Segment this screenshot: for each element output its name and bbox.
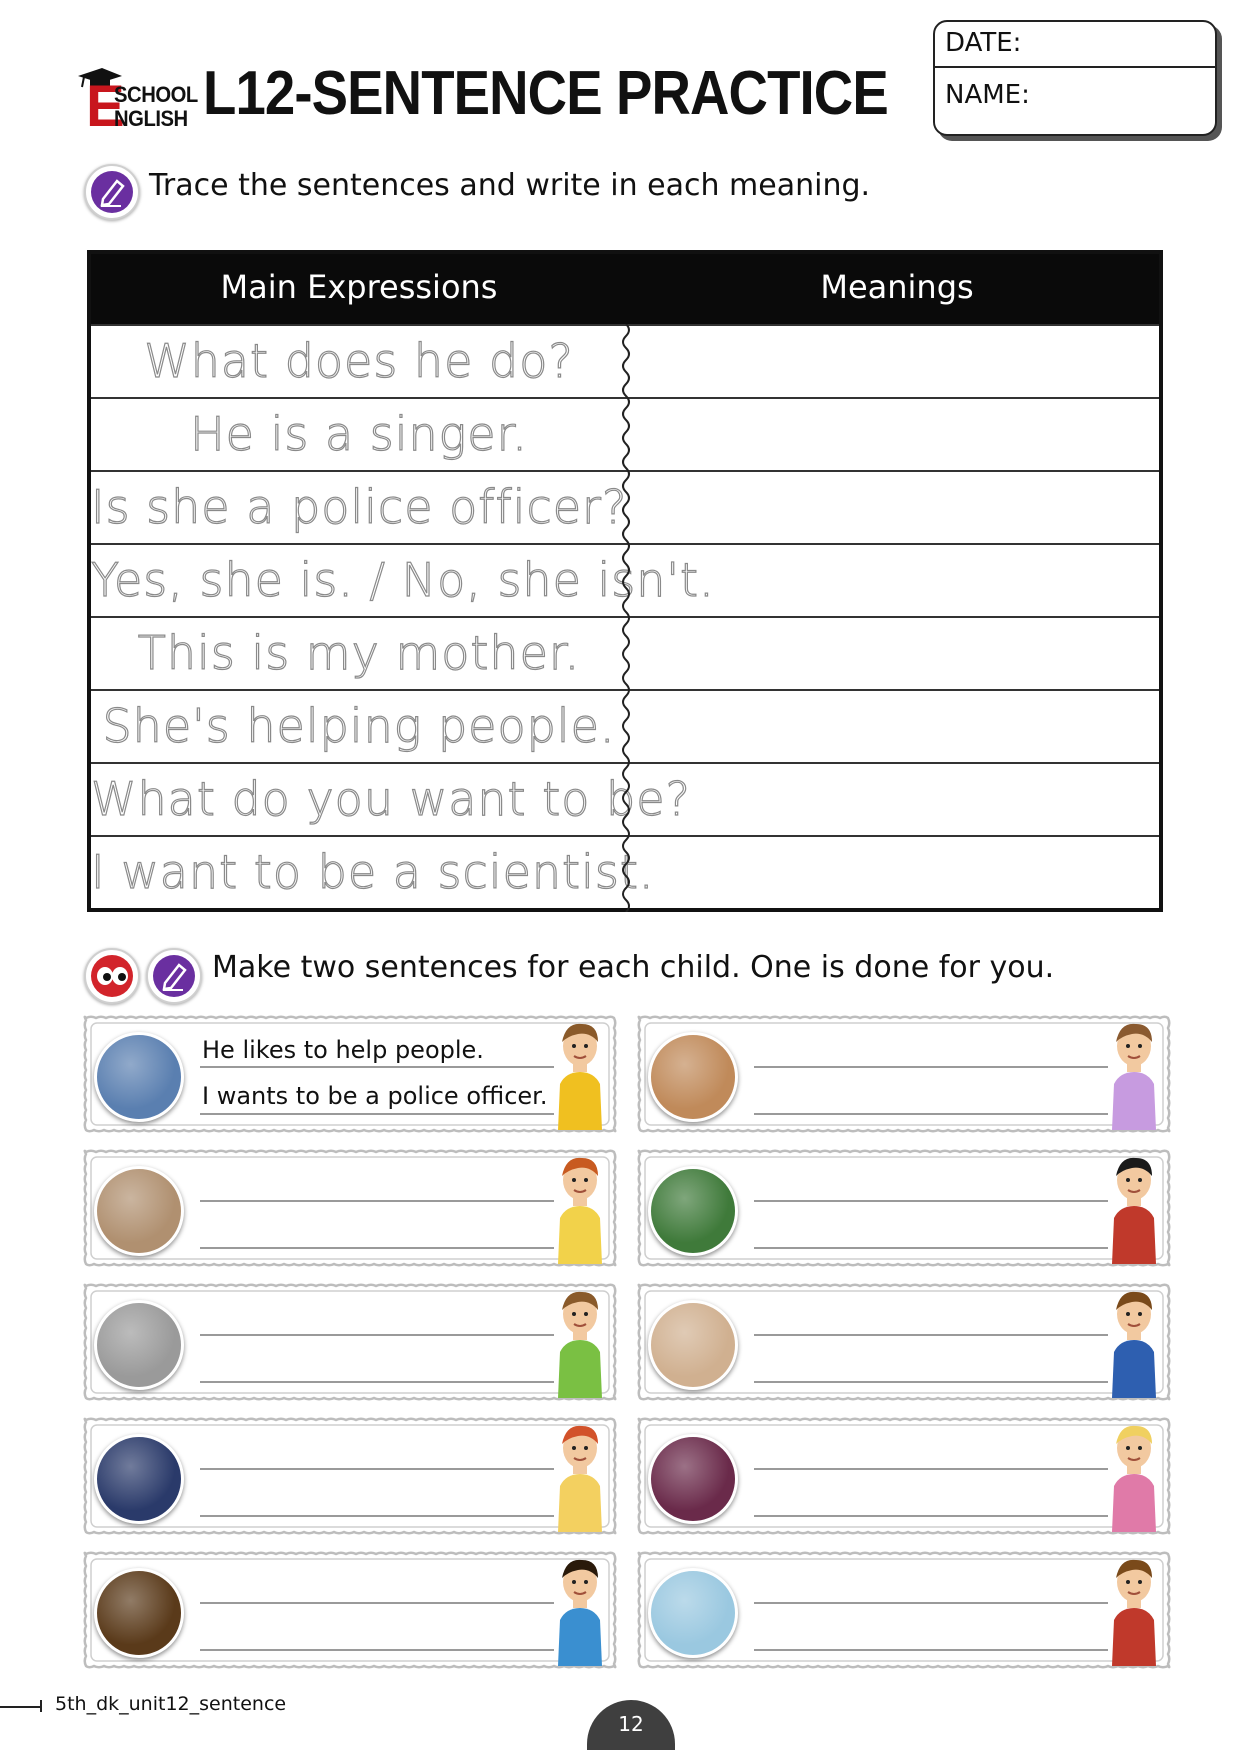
- writing-line-1[interactable]: [200, 1334, 554, 1336]
- child-character: [1100, 1018, 1166, 1130]
- child-character: [1100, 1420, 1166, 1532]
- col-expressions-header: Main Expressions: [220, 268, 498, 306]
- writing-line-1[interactable]: [754, 1602, 1108, 1604]
- child-character: [1100, 1286, 1166, 1398]
- pencil-icon: [84, 164, 140, 220]
- logo-bottom-word: NGLISH: [114, 106, 188, 131]
- occupation-photo: [94, 1300, 184, 1390]
- writing-line-1[interactable]: [754, 1200, 1108, 1202]
- trace-sentence: He is a singer.: [190, 407, 528, 461]
- trace-sentence: What do you want to be?: [91, 772, 691, 826]
- writing-line-1[interactable]: [200, 1200, 554, 1202]
- child-character: [1100, 1152, 1166, 1264]
- writing-line-2[interactable]: [200, 1247, 554, 1249]
- occupation-photo: [94, 1568, 184, 1658]
- child-character: [546, 1420, 612, 1532]
- pencil-icon: [146, 948, 202, 1004]
- child-card-flight-attendant: [82, 1416, 618, 1536]
- occupation-photo: [648, 1300, 738, 1390]
- child-card-doctor: [636, 1282, 1172, 1402]
- child-card-photographer: [82, 1148, 618, 1268]
- child-card-singer: [636, 1014, 1172, 1134]
- writing-line-2[interactable]: [200, 1649, 554, 1651]
- logo-letter: E: [86, 74, 125, 139]
- writing-line-1[interactable]: [200, 1066, 554, 1068]
- footer-filename: 5th_dk_unit12_sentence: [55, 1693, 287, 1715]
- writing-line-2[interactable]: [200, 1381, 554, 1383]
- writing-line-1[interactable]: [754, 1468, 1108, 1470]
- writing-line-2[interactable]: [754, 1113, 1108, 1115]
- writing-line-2[interactable]: [200, 1113, 554, 1115]
- occupation-photo: [648, 1568, 738, 1658]
- writing-line-1[interactable]: [200, 1468, 554, 1470]
- logo-top-word: SCHOOL: [114, 82, 198, 107]
- col-meanings-header: Meanings: [820, 268, 974, 306]
- occupation-photo: [94, 1166, 184, 1256]
- section1-instruction: Trace the sentences and write in each meaning.: [149, 168, 871, 203]
- date-label: DATE:: [945, 28, 1022, 58]
- page-number: 12: [587, 1700, 675, 1750]
- eyes-icon: [84, 948, 140, 1004]
- trace-sentence: Is she a police officer?: [91, 480, 628, 534]
- writing-line-1[interactable]: [754, 1334, 1108, 1336]
- child-card-police-officer: [82, 1014, 618, 1134]
- child-character: [546, 1018, 612, 1130]
- name-label: NAME:: [945, 80, 1030, 110]
- wavy-column-divider: [619, 324, 633, 912]
- date-name-box: [933, 20, 1217, 136]
- occupation-photo: [648, 1166, 738, 1256]
- writing-line-2[interactable]: [754, 1247, 1108, 1249]
- writing-line-1[interactable]: [754, 1066, 1108, 1068]
- trace-sentence: Yes, she is. / No, she isn't.: [91, 553, 715, 607]
- writing-line-2[interactable]: [200, 1515, 554, 1517]
- trace-sentence: What does he do?: [144, 334, 574, 388]
- writing-line-2[interactable]: [754, 1649, 1108, 1651]
- writing-line-1[interactable]: [200, 1602, 554, 1604]
- trace-sentence: This is my mother.: [137, 626, 581, 680]
- child-card-teacher: [636, 1148, 1172, 1268]
- sentence-1: He likes to help people.: [202, 1036, 484, 1064]
- child-character: [546, 1152, 612, 1264]
- child-character: [546, 1286, 612, 1398]
- child-card-chef: [82, 1282, 618, 1402]
- writing-line-2[interactable]: [754, 1381, 1108, 1383]
- occupation-photo: [94, 1032, 184, 1122]
- occupation-photo: [648, 1434, 738, 1524]
- writing-line-2[interactable]: [754, 1515, 1108, 1517]
- occupation-photo: [648, 1032, 738, 1122]
- section2-instruction: Make two sentences for each child. One is done for you.: [212, 950, 1055, 985]
- child-card-actress: [636, 1416, 1172, 1536]
- table-header: [91, 254, 1159, 324]
- child-card-baseball-player: [636, 1550, 1172, 1670]
- date-box-divider: [935, 66, 1215, 68]
- trace-sentence: She's helping people.: [102, 699, 616, 753]
- school-english-logo: [78, 68, 198, 139]
- footer-tick: [40, 1700, 42, 1712]
- occupation-photo: [94, 1434, 184, 1524]
- page-title: L12-SENTENCE PRACTICE: [203, 59, 888, 128]
- expressions-table: [87, 250, 1163, 912]
- child-character: [546, 1554, 612, 1666]
- child-character: [1100, 1554, 1166, 1666]
- footer-rule: [0, 1706, 42, 1708]
- trace-sentence: I want to be a scientist.: [91, 845, 655, 899]
- sentence-2: I wants to be a police officer.: [202, 1082, 548, 1110]
- child-card-firefighter: [82, 1550, 618, 1670]
